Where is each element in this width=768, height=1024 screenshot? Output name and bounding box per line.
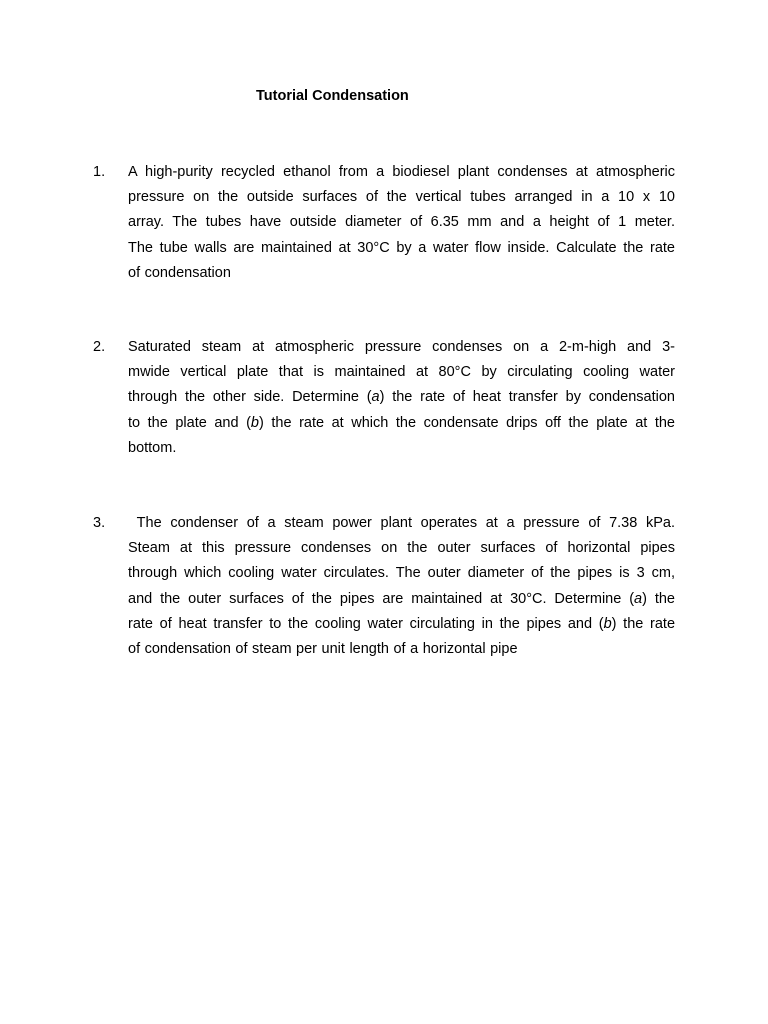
- text-segment: ) the rate at which the condensate drips off the plate at the: [259, 414, 675, 431]
- text-segment: ) the: [642, 590, 675, 607]
- text-line: [128, 587, 675, 612]
- text-line: Saturated steam at atmospheric pressure condenses on a 2-m-high and 3-: [128, 339, 675, 355]
- text-line: The condenser of a steam power plant operates at a pressure of 7.38 kPa.: [128, 515, 675, 531]
- problem-number: 1.: [93, 164, 106, 180]
- text-segment: through the other side. Determine (: [128, 389, 372, 406]
- text-line: pressure on the outside surfaces of the vertical tubes arranged in a 10 x 10: [128, 189, 675, 206]
- text-line: of condensation: [128, 264, 231, 281]
- text-segment: to the plate and (: [128, 414, 251, 431]
- text-line: mwide vertical plate that is maintained at 80°C by circulating cooling water: [128, 364, 675, 381]
- italic-label: a: [634, 590, 643, 607]
- text-line: array. The tubes have outside diameter of 6.35 mm and a height of 1 meter.: [128, 214, 675, 231]
- text-line: The tube walls are maintained at 30°C by a water flow inside. Calculate the rate: [128, 239, 675, 256]
- text-segment: rate of heat transfer to the cooling water circulating in the pipes and (: [128, 615, 604, 632]
- text-segment: ) the rate: [611, 615, 676, 632]
- document-title: Tutorial Condensation: [256, 88, 409, 104]
- problem-text: [128, 335, 675, 461]
- text-line: of condensation of steam per unit length of a horizontal pipe: [128, 640, 518, 657]
- text-line: [128, 385, 675, 410]
- text-line: through which cooling water circulates. The outer diameter of the pipes is 3 cm,: [128, 565, 675, 582]
- text-segment: and the outer surfaces of the pipes are maintained at 30°C. Determine (: [128, 590, 635, 607]
- text-line: [128, 612, 675, 637]
- italic-label: b: [250, 414, 259, 431]
- italic-label: a: [371, 389, 380, 406]
- text-line: A high-purity recycled ethanol from a biodiesel plant condenses at atmospheric: [128, 164, 675, 180]
- italic-label: b: [603, 615, 612, 632]
- text-segment: ) the rate of heat transfer by condensation: [379, 389, 675, 406]
- text-line: Steam at this pressure condenses on the outer surfaces of horizontal pipes: [128, 540, 675, 557]
- problem-number: 3.: [93, 515, 106, 531]
- problem-number: 2.: [93, 339, 106, 355]
- text-line: [128, 411, 675, 436]
- problem-text: [128, 160, 675, 286]
- text-line: bottom.: [128, 439, 177, 456]
- problem-text: [128, 511, 675, 662]
